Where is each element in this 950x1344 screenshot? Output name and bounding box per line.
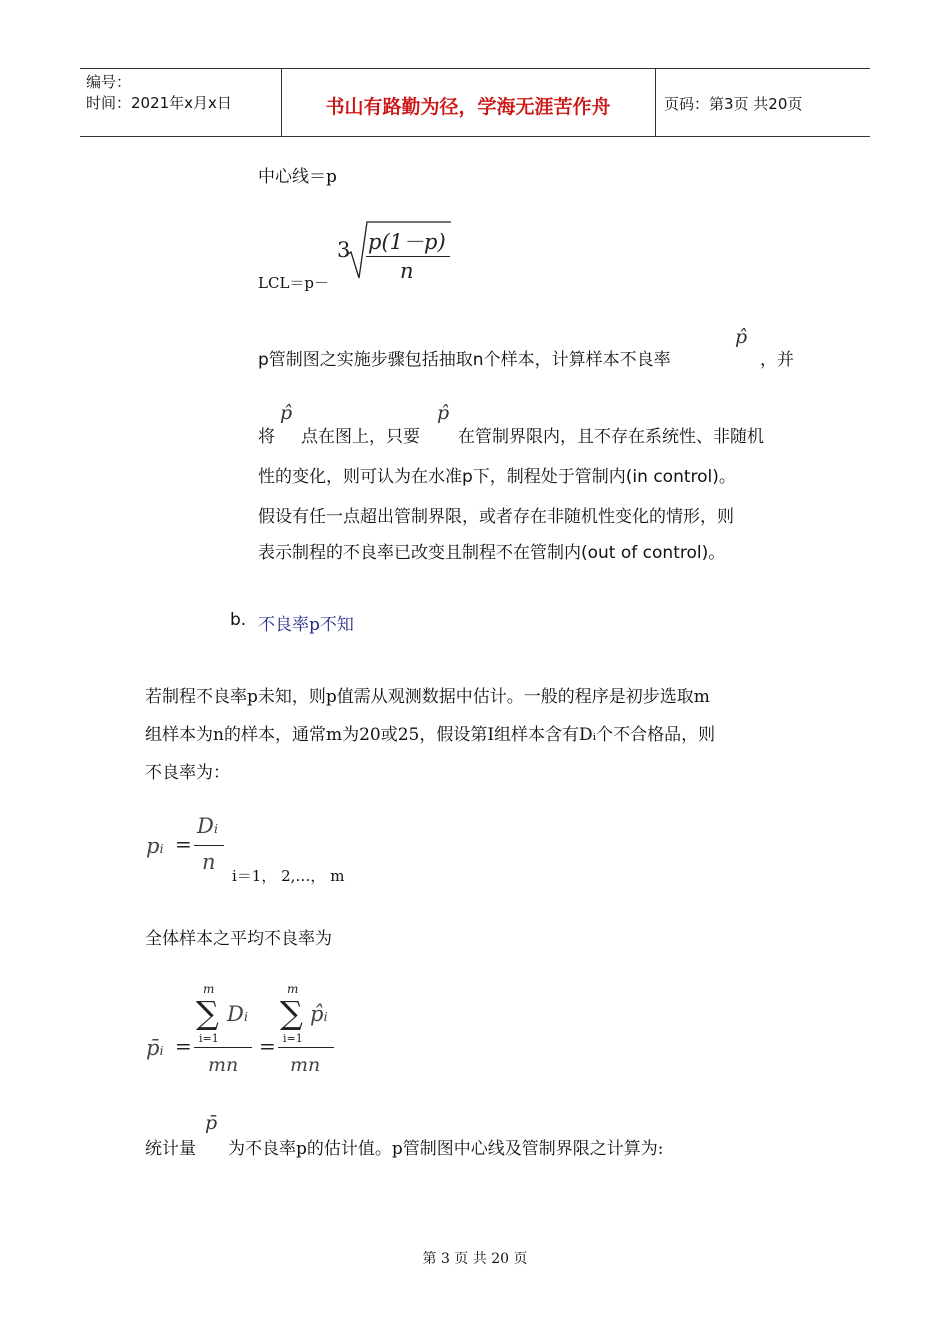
phat-symbol-3: p̂: [437, 402, 450, 424]
avg-lhs: p̄ᵢ: [146, 1036, 164, 1060]
avg-den2: mn: [290, 1054, 321, 1076]
pi-range: i＝1， 2,…， m: [232, 867, 345, 885]
para2-line3: 不良率为：: [145, 763, 230, 783]
header-motto: 书山有路勤为径，学海无涯苦作舟: [325, 96, 611, 118]
pi-lhs: pᵢ: [146, 834, 164, 858]
avg-equals-1: =: [175, 1034, 192, 1058]
header-bottom-rule: [80, 136, 870, 137]
pbar-symbol: p̄: [205, 1112, 218, 1134]
section-b-marker: b.: [230, 610, 247, 630]
lcl-numerator: p(1－p): [368, 230, 446, 254]
section-b-title: 不良率p不知: [258, 615, 354, 635]
lcl-fraction-bar: [366, 256, 450, 257]
avg-fraction-bar-1: [194, 1047, 252, 1048]
para1-line1-end: ，并: [760, 350, 794, 370]
para1-line2-start: 将: [258, 427, 275, 447]
center-line-text: 中心线＝p: [258, 167, 337, 187]
header-time-label: 时间：2021年x月x日: [86, 94, 232, 112]
header-divider-2: [655, 68, 656, 136]
pi-numerator: Dᵢ: [197, 814, 219, 838]
avg-num1: Dᵢ: [227, 1002, 249, 1026]
header-meta: [86, 72, 232, 114]
lcl-denominator: n: [400, 259, 414, 283]
phat-symbol-1: p̂: [735, 326, 748, 348]
para1-line3: 性的变化，则可认为在水准p下，制程处于管制内(in control)。: [258, 467, 736, 487]
sum2-bottom: i=1: [283, 1032, 303, 1045]
stat-text-start: 统计量: [145, 1139, 196, 1159]
sum1-sign-icon: ∑: [196, 994, 219, 1032]
avg-den1: mn: [208, 1054, 239, 1076]
stat-text-end: 为不良率p的估计值。p管制图中心线及管制界限之计算为:: [228, 1139, 664, 1159]
sum1-top: m: [203, 982, 215, 996]
sum2-sign-icon: ∑: [280, 994, 303, 1032]
para1-line5: 表示制程的不良率已改变且制程不在管制内(out of control)。: [258, 543, 726, 563]
header-page-info: 页码：第3页 共20页: [664, 95, 803, 113]
pi-fraction-bar: [194, 845, 224, 846]
para1-line1-text: p管制图之实施步骤包括抽取n个样本，计算样本不良率: [258, 350, 671, 370]
header-number-label: 编号：: [86, 73, 132, 91]
lcl-coef: 3: [337, 238, 351, 262]
pi-denominator: n: [202, 850, 216, 874]
para2-line1: 若制程不良率p未知，则p值需从观测数据中估计。一般的程序是初步选取m: [145, 687, 710, 707]
avg-equals-2: =: [259, 1034, 276, 1058]
pi-equals: =: [175, 832, 192, 856]
avg-intro: 全体样本之平均不良率为: [145, 929, 332, 949]
para2-line2: 组样本为n的样本，通常m为20或25，假设第I组样本含有Dᵢ个不合格品，则: [145, 725, 716, 745]
para1-line1: [258, 345, 671, 370]
header-top-rule: [80, 68, 870, 69]
sum1-bottom: i=1: [199, 1032, 219, 1045]
header-divider-1: [281, 68, 282, 136]
para1-line2-mid: 点在图上，只要: [301, 427, 420, 447]
sum2-top: m: [287, 982, 299, 996]
para1-line4: 假设有任一点超出管制界限，或者存在非随机性变化的情形，则: [258, 507, 734, 527]
para1-line2-end: 在管制界限内，且不存在系统性、非随机: [458, 427, 764, 447]
avg-num2: p̂ᵢ: [310, 1002, 328, 1026]
phat-symbol-2: p̂: [280, 402, 293, 424]
footer-page-number: 第 3 页 共 20 页: [422, 1251, 528, 1267]
lcl-label: LCL＝p－: [258, 274, 330, 292]
avg-fraction-bar-2: [278, 1047, 334, 1048]
